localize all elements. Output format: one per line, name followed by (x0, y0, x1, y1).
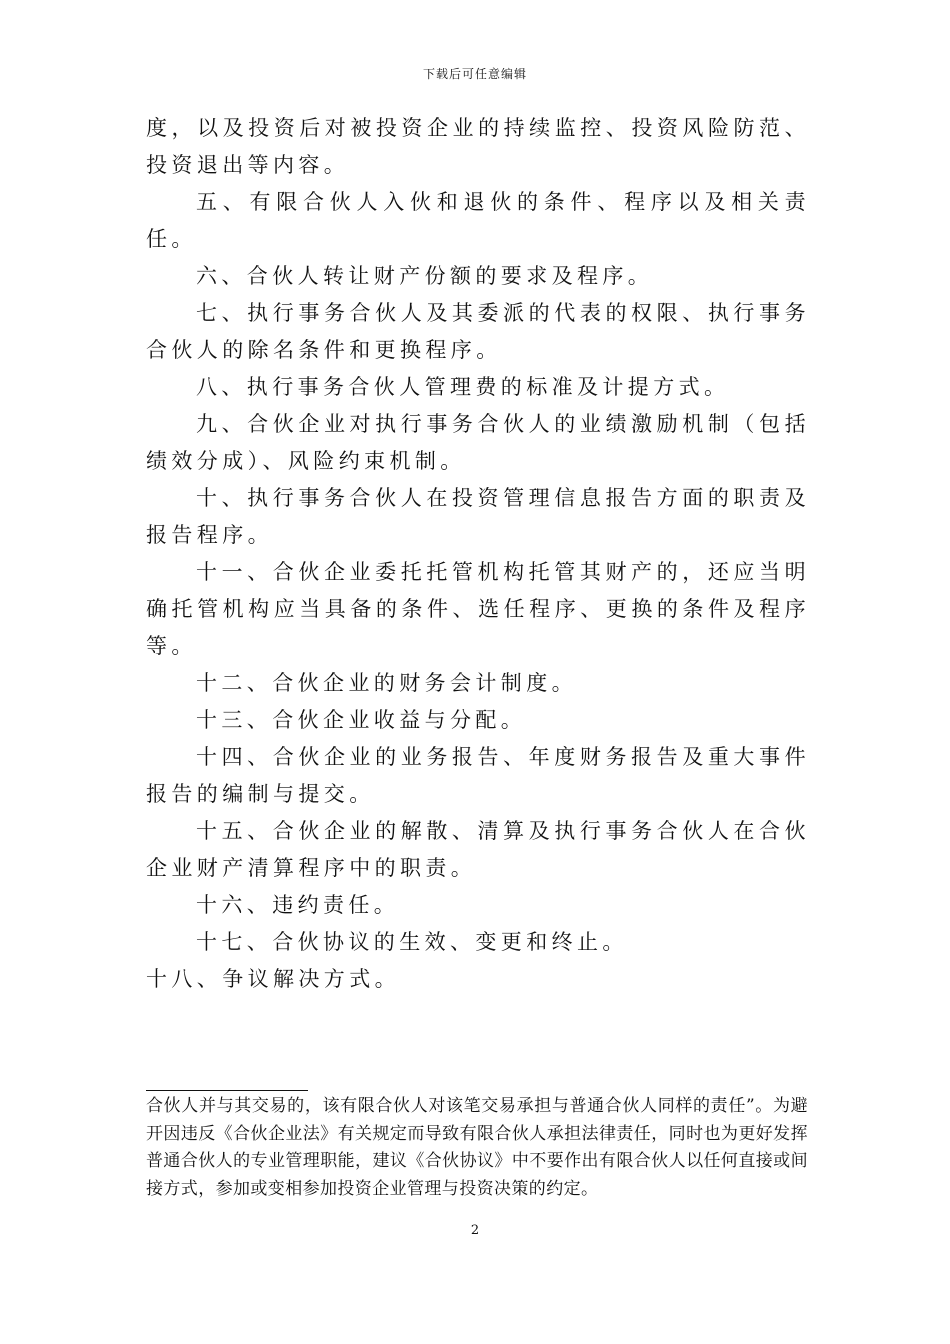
page-number: 2 (470, 1223, 480, 1238)
page-header: 下载后可任意编辑 (422, 67, 527, 81)
paragraph-continuation: 度，以及投资后对被投资企业的持续监控、投资风险防范、投资退出等内容。 (146, 116, 810, 177)
clause-9: 九、合伙企业对执行事务合伙人的业绩激励机制（包括绩效分成）、风险约束机制。 (146, 412, 810, 473)
clause-8: 八、执行事务合伙人管理费的标准及计提方式。 (196, 375, 730, 399)
clause-18: 十八、争议解决方式。 (146, 967, 400, 991)
clause-5: 五、有限合伙人入伙和退伙的条件、程序以及相关责任。 (146, 190, 810, 251)
clause-17: 十七、合伙协议的生效、变更和终止。 (196, 930, 628, 954)
clause-12: 十二、合伙企业的财务会计制度。 (196, 671, 577, 695)
clause-6: 六、合伙人转让财产份额的要求及程序。 (196, 264, 654, 288)
footnote (146, 1093, 808, 1203)
document-body (146, 110, 810, 998)
clause-13: 十三、合伙企业收益与分配。 (196, 708, 527, 732)
clause-11: 十一、合伙企业委托托管机构托管其财产的，还应当明确托管机构应当具备的条件、选任程序、更换的条件及程序等。 (146, 560, 810, 658)
clause-10: 十、执行事务合伙人在投资管理信息报告方面的职责及报告程序。 (146, 486, 810, 547)
clause-15: 十五、合伙企业的解散、清算及执行事务合伙人在合伙企业财产清算程序中的职责。 (146, 819, 810, 880)
footnote-text: 合伙人并与其交易的，该有限合伙人对该笔交易承担与普通合伙人同样的责任”。为避开因违反《合伙企业法》有关规定而导致有限合伙人承担法律责任，同时也为更好发挥普通合伙人的专业管理职能，建议《合伙协议》中不要作出有限合伙人以任何直接或间接方式，参加或变相参加投资企业管理与投资决策的约定。 (146, 1096, 808, 1199)
footnote-separator (146, 1090, 308, 1091)
clause-7: 七、执行事务合伙人及其委派的代表的权限、执行事务合伙人的除名条件和更换程序。 (146, 301, 810, 362)
clause-16: 十六、违约责任。 (196, 893, 400, 917)
clause-14: 十四、合伙企业的业务报告、年度财务报告及重大事件报告的编制与提交。 (146, 745, 810, 806)
